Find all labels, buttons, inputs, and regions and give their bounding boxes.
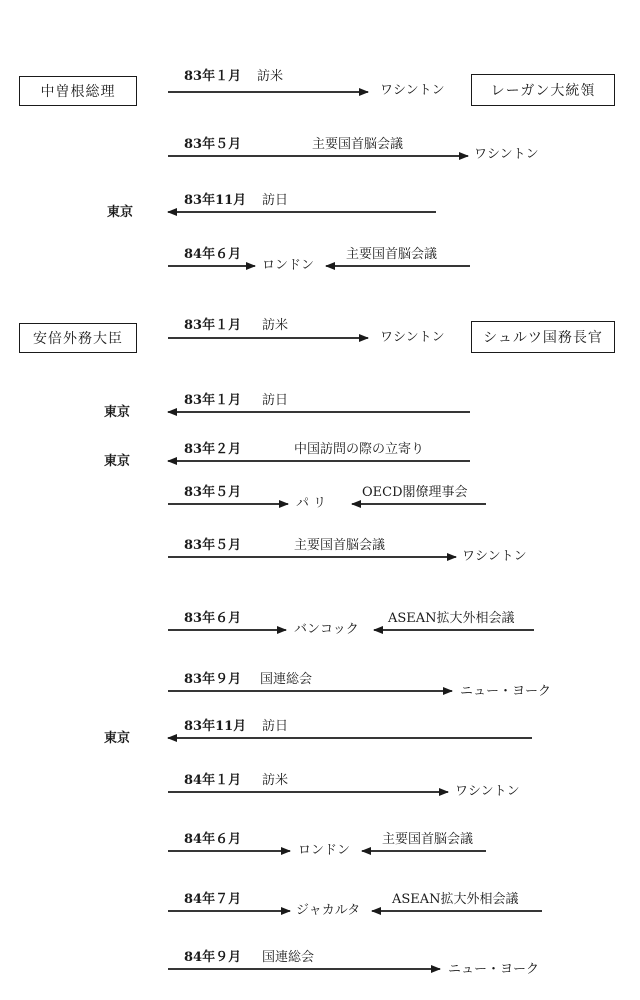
purpose-label: 国連総会 — [260, 672, 313, 687]
purpose-label: 主要国首脳会議 — [382, 832, 474, 847]
destination-label: バンコック — [294, 622, 359, 637]
purpose-label: OECD閣僚理事会 — [362, 485, 468, 500]
destination-label: 東京 — [107, 205, 134, 220]
date-label: 83年１月 — [184, 69, 242, 84]
person-label: レーガン大統領 — [490, 83, 596, 99]
date-label: 83年11月 — [184, 193, 247, 208]
purpose-label: 中国訪問の際の立寄り — [294, 442, 425, 457]
purpose-label: ASEAN拡大外相会議 — [388, 611, 515, 626]
date-label: 83年５月 — [184, 137, 242, 152]
date-label: 83年５月 — [184, 485, 242, 500]
person-label: シュルツ国務長官 — [483, 330, 603, 346]
date-label: 84年６月 — [184, 832, 242, 847]
destination-label: ニュー・ヨーク — [448, 962, 540, 977]
destination-label: パ リ — [296, 496, 327, 511]
purpose-label: 訪日 — [262, 393, 289, 408]
purpose-label: 主要国首脳会議 — [346, 247, 438, 262]
purpose-label: 主要国首脳会議 — [312, 137, 404, 152]
purpose-label: 訪米 — [262, 318, 289, 333]
destination-label: 東京 — [104, 731, 131, 746]
person-label: 安倍外務大臣 — [33, 331, 123, 347]
date-label: 84年１月 — [184, 773, 242, 788]
purpose-label: 訪米 — [257, 69, 284, 84]
purpose-label: 訪日 — [262, 719, 289, 734]
destination-label: ワシントン — [462, 549, 527, 564]
person-label: 中曽根総理 — [40, 84, 116, 100]
date-label: 83年１月 — [184, 393, 242, 408]
date-label: 83年１月 — [184, 318, 242, 333]
destination-label: ワシントン — [474, 147, 539, 162]
destination-label: 東京 — [104, 405, 131, 420]
purpose-label: 訪米 — [262, 773, 289, 788]
destination-label: ロンドン — [262, 258, 315, 273]
date-label: 83年６月 — [184, 611, 242, 626]
destination-label: ジャカルタ — [296, 903, 361, 918]
destination-label: ニュー・ヨーク — [460, 684, 552, 699]
date-label: 83年２月 — [184, 442, 242, 457]
purpose-label: 主要国首脳会議 — [294, 538, 386, 553]
destination-label: ロンドン — [298, 843, 351, 858]
date-label: 83年５月 — [184, 538, 242, 553]
destination-label: ワシントン — [380, 330, 445, 345]
date-label: 84年６月 — [184, 247, 242, 262]
date-label: 84年７月 — [184, 892, 242, 907]
date-label: 83年９月 — [184, 672, 242, 687]
destination-label: ワシントン — [380, 83, 445, 98]
date-label: 84年９月 — [184, 950, 242, 965]
purpose-label: 国連総会 — [262, 950, 315, 965]
destination-label: 東京 — [104, 454, 131, 469]
purpose-label: 訪日 — [262, 193, 289, 208]
destination-label: ワシントン — [455, 784, 520, 799]
purpose-label: ASEAN拡大外相会議 — [392, 892, 519, 907]
date-label: 83年11月 — [184, 719, 247, 734]
